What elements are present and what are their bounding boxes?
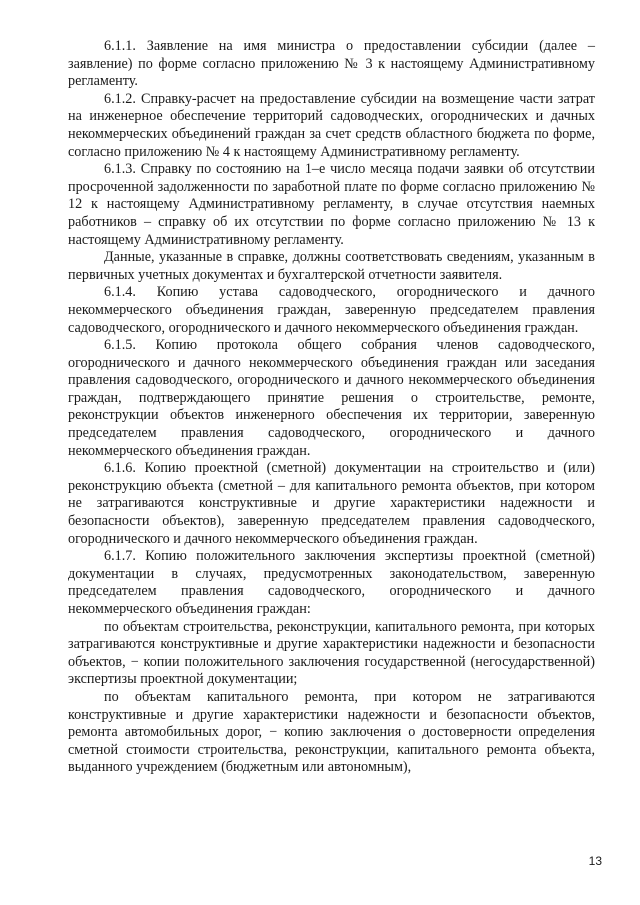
- page-number: 13: [588, 854, 602, 868]
- paragraph-6-1-4: 6.1.4. Копию устава садоводческого, огороднического и дачного некоммерческого объединения граждан, заверенную председателем правления садоводческого, огороднического и дачного некоммерческого объединения граждан.: [68, 284, 595, 336]
- paragraph-6-1-7: 6.1.7. Копию положительного заключения экспертизы проектной (сметной) документации в случаях, предусмотренных законодательством, заверенную председателем правления садоводческого, огороднического и дачного некоммерческого объединения граждан:: [68, 548, 595, 617]
- paragraph-6-1-1: 6.1.1. Заявление на имя министра о предоставлении субсидии (далее – заявление) по форме согласно приложению № 3 к настоящему Административному регламенту.: [68, 38, 595, 90]
- paragraph-6-1-2: 6.1.2. Справку-расчет на предоставление субсидии на возмещение части затрат на инженерное обеспечение территорий садоводческих, огороднических и дачных некоммерческих объединений граждан за счет средств областного бюджета по форме, согласно приложению № 4 к настоящему Административному регламенту.: [68, 90, 595, 160]
- paragraph-data-compliance: Данные, указанные в справке, должны соответствовать сведениям, указанным в первичных учетных документах и бухгалтерской отчетности заявителя.: [68, 249, 595, 283]
- paragraph-capital-repair-objects: по объектам капитального ремонта, при котором не затрагиваются конструктивные и другие характеристики надежности и безопасности объектов, ремонта автомобильных дорог, − копию заключения о достоверности определения сметной стоимости строительства, реконструкции, капитального ремонта объекта, выданного учреждением (бюджетным или автономным),: [68, 688, 595, 776]
- paragraph-6-1-5: 6.1.5. Копию протокола общего собрания членов садоводческого, огороднического и дачного некоммерческого объединения граждан или заседания правления садоводческого, огороднического и дачного некоммерческого объединения граждан, подтверждающего принятие решения о строительстве, ремонте, реконструкции объектов инженерного обеспечения их территории, заверенную председателем правления садоводческого, огороднического и дачного некоммерческого объединения граждан.: [68, 337, 595, 459]
- paragraph-6-1-6: 6.1.6. Копию проектной (сметной) документации на строительство и (или) реконструкцию объекта (сметной – для капитального ремонта объектов, при котором не затрагиваются конструктивные и другие характеристики надежности и безопасности объектов), заверенную председателем правления садоводческого, огороднического и дачного некоммерческого объединения граждан.: [68, 460, 595, 547]
- paragraph-6-1-3: 6.1.3. Справку по состоянию на 1–е число месяца подачи заявки об отсутствии просроченной задолженности по заработной плате по форме согласно приложению № 12 к настоящему Административному регламенту, в случае отсутствия наемных работников – справку об их отсутствии по форме согласно приложению № 13 к настоящему Административному регламенту.: [68, 161, 595, 248]
- paragraph-construction-objects: по объектам строительства, реконструкции, капитального ремонта, при которых затрагиваются конструктивные и другие характеристики надежности и безопасности объектов, − копии положительного заключения государственной (негосударственной) экспертизы проектной документации;: [68, 618, 595, 688]
- document-body: [68, 38, 595, 777]
